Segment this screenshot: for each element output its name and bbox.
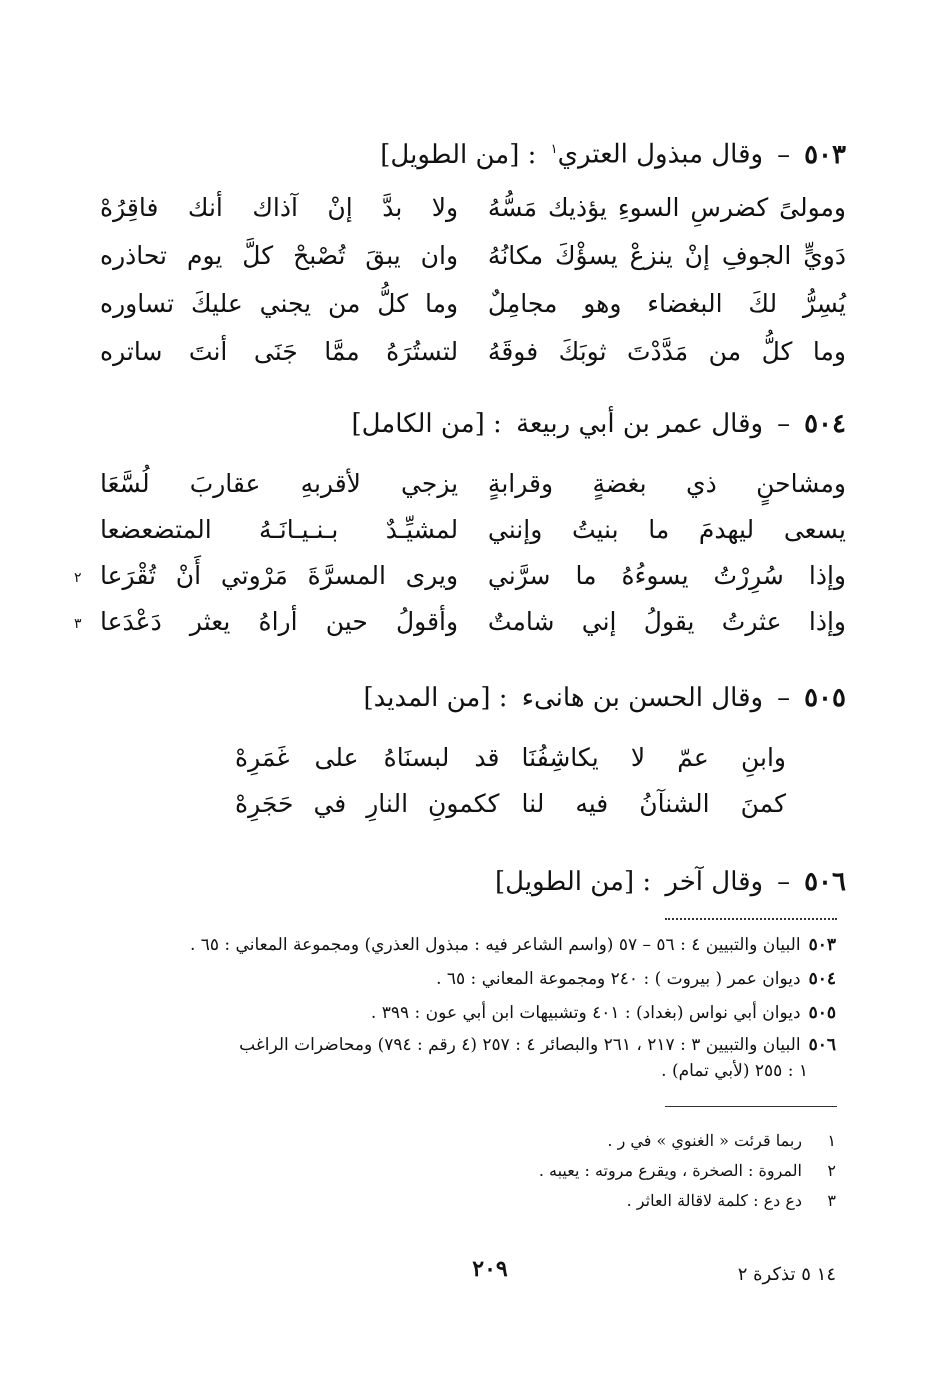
verse-first-hemistich: ومولىً كضرسِ السوءِ يؤذيك مَسُّهُ [487,193,846,222]
verse-first-hemistich: يُسِرُّ لكَ البغضاء وهو مجامِلٌ [487,289,846,318]
section-heading [100,864,846,900]
footnote-number: ٢ [827,1161,836,1180]
footnote-text: المروة : الصخرة ، ويقرع مروته : يعيبه . [538,1161,802,1180]
verse-line [100,510,846,550]
footnote [300,1128,836,1154]
footnote [300,1158,836,1184]
verse-second-hemistich [74,602,459,642]
printer-signature: ١٤ ٥ تذكرة ٢ [737,1264,836,1285]
verse-first-hemistich: وما كلُّ من مَدَّدْتَ ثوبَكَ فوقَهُ [487,337,846,366]
footnote-text: ربما قرئت « الغنوي » في ر . [607,1131,802,1150]
verse-line [100,464,846,504]
verse-text: وأقولُ حين أراهُ يعثر دَعْدَعا [100,607,459,636]
section-intro: وقال آخر [665,867,764,897]
section-meter: : [من المديد] [363,683,508,713]
source-number: ٥٠٥ [808,1003,836,1023]
section-intro: وقال مبذول العتري [557,139,764,170]
section-meter: : [من الطويل] [494,867,652,897]
source-number: ٥٠٦ [808,1035,836,1055]
section-intro: وقال الحسن بن هانىء [521,683,764,713]
section-number: ٥٠٥ [804,683,846,713]
verse-second-hemistich: لمشيِّـدٌ بـنـيـانَـهُ المتضعضعا [100,515,459,544]
verse-first-hemistich: كمنَ الشنآنُ فيه لنا [521,789,786,818]
source-entry [170,966,836,992]
source-text-continued: ١ : ٢٥٥ (لأبي تمام) . [661,1061,808,1081]
verse-line [235,738,786,778]
source-text: البيان والتبيين ٣ : ٢١٧ ، ٢٦١ والبصائر ٤ : ٢٥٧ (٤ رقم : ٧٩٤) ومحاضرات الراغب [239,1035,801,1055]
verse-line [100,284,846,324]
page-number: ٢٠٩ [472,1256,508,1282]
verse-text: ويرى المسرَّةَ مَرْوتي أَنْ تُقْرَعا [100,561,459,590]
verse-second-hemistich: لتستُرَهُ ممَّا جَنَى أنتَ ساتره [100,337,459,366]
section-heading [100,132,846,173]
section-dash: – [777,683,791,713]
footnote-number: ٣ [827,1191,836,1210]
section-heading [100,680,846,716]
source-text: ديوان عمر ( بيروت ) : ٢٤٠ ومجموعة المعاني : ٦٥ . [436,969,801,989]
verse-second-hemistich: وان يبقَ تُصْبحْ كلَّ يوم تحاذره [100,241,459,270]
footnote-text: دع دع : كلمة لاقالة العاثر . [626,1191,802,1210]
footnote [300,1188,836,1214]
verse-first-hemistich: ومشاحنٍ ذي بغضةٍ وقرابةٍ [487,469,846,498]
source-entry [170,1032,836,1084]
footnote-divider-dotted [665,918,837,920]
section-number: ٥٠٣ [804,139,846,170]
verse-first-hemistich: يسعى ليهدمَ ما بنيتُ وإنني [487,515,846,544]
verse-second-hemistich [74,556,459,596]
section-meter: : [من الكامل] [351,409,502,439]
verse-second-hemistich: وما كلُّ من يجني عليكَ تساوره [100,289,459,318]
source-entry [170,932,836,958]
footnote-divider [665,1106,837,1107]
verse-first-hemistich: دَويٍّ الجوفِ إنْ ينزعْ يسؤْكَ مكانُهُ [487,241,846,270]
section-dash: – [777,139,791,170]
verse-second-hemistich: ككمونِ النارِ في حَجَرِهْ [235,789,500,818]
footnote-marker: ٢ [74,570,82,586]
section-intro: وقال عمر بن أبي ربيعة [516,409,764,439]
verse-line [100,236,846,276]
source-text: ديوان أبي نواس (بغداد) : ٤٠١ وتشبيهات ابن أبي عون : ٣٩٩ . [370,1003,801,1023]
section-dash: – [777,867,791,897]
verse-second-hemistich: يزجي لأقربهِ عقاربَ لُسَّعَا [100,469,459,498]
verse-first-hemistich: وإذا عثرتُ يقولُ إني شامتٌ [487,607,846,636]
verse-second-hemistich: قد لبسنَاهُ على غَمَرِهْ [235,743,500,772]
source-entry [170,1000,836,1026]
source-number: ٥٠٣ [808,935,836,955]
section-number: ٥٠٦ [804,867,846,897]
section-meter: : [من الطويل] [380,139,537,170]
footnote-marker: ٣ [74,616,82,632]
verse-line [74,602,846,642]
verse-line [235,784,786,824]
footnote-number: ١ [827,1131,836,1150]
footnote-reference: ١ [550,142,558,157]
verse-first-hemistich: وابنِ عمّ لا يكاشِفُنَا [521,743,786,772]
source-text: البيان والتبيين ٤ : ٥٦ – ٥٧ (واسم الشاعر فيه : مبذول العذري) ومجموعة المعاني : ٦٥ . [189,935,801,955]
verse-line [74,556,846,596]
section-dash: – [777,409,791,439]
source-number: ٥٠٤ [808,969,836,989]
verse-line [100,188,846,228]
section-heading [100,406,846,442]
section-number: ٥٠٤ [804,409,846,439]
verse-first-hemistich: وإذا سُرِرْتُ يسوءُهُ ما سرَّني [487,561,846,590]
verse-second-hemistich: ولا بدَّ إنْ آذاك أنك فاقِرُهْ [100,193,459,222]
verse-line [100,332,846,372]
